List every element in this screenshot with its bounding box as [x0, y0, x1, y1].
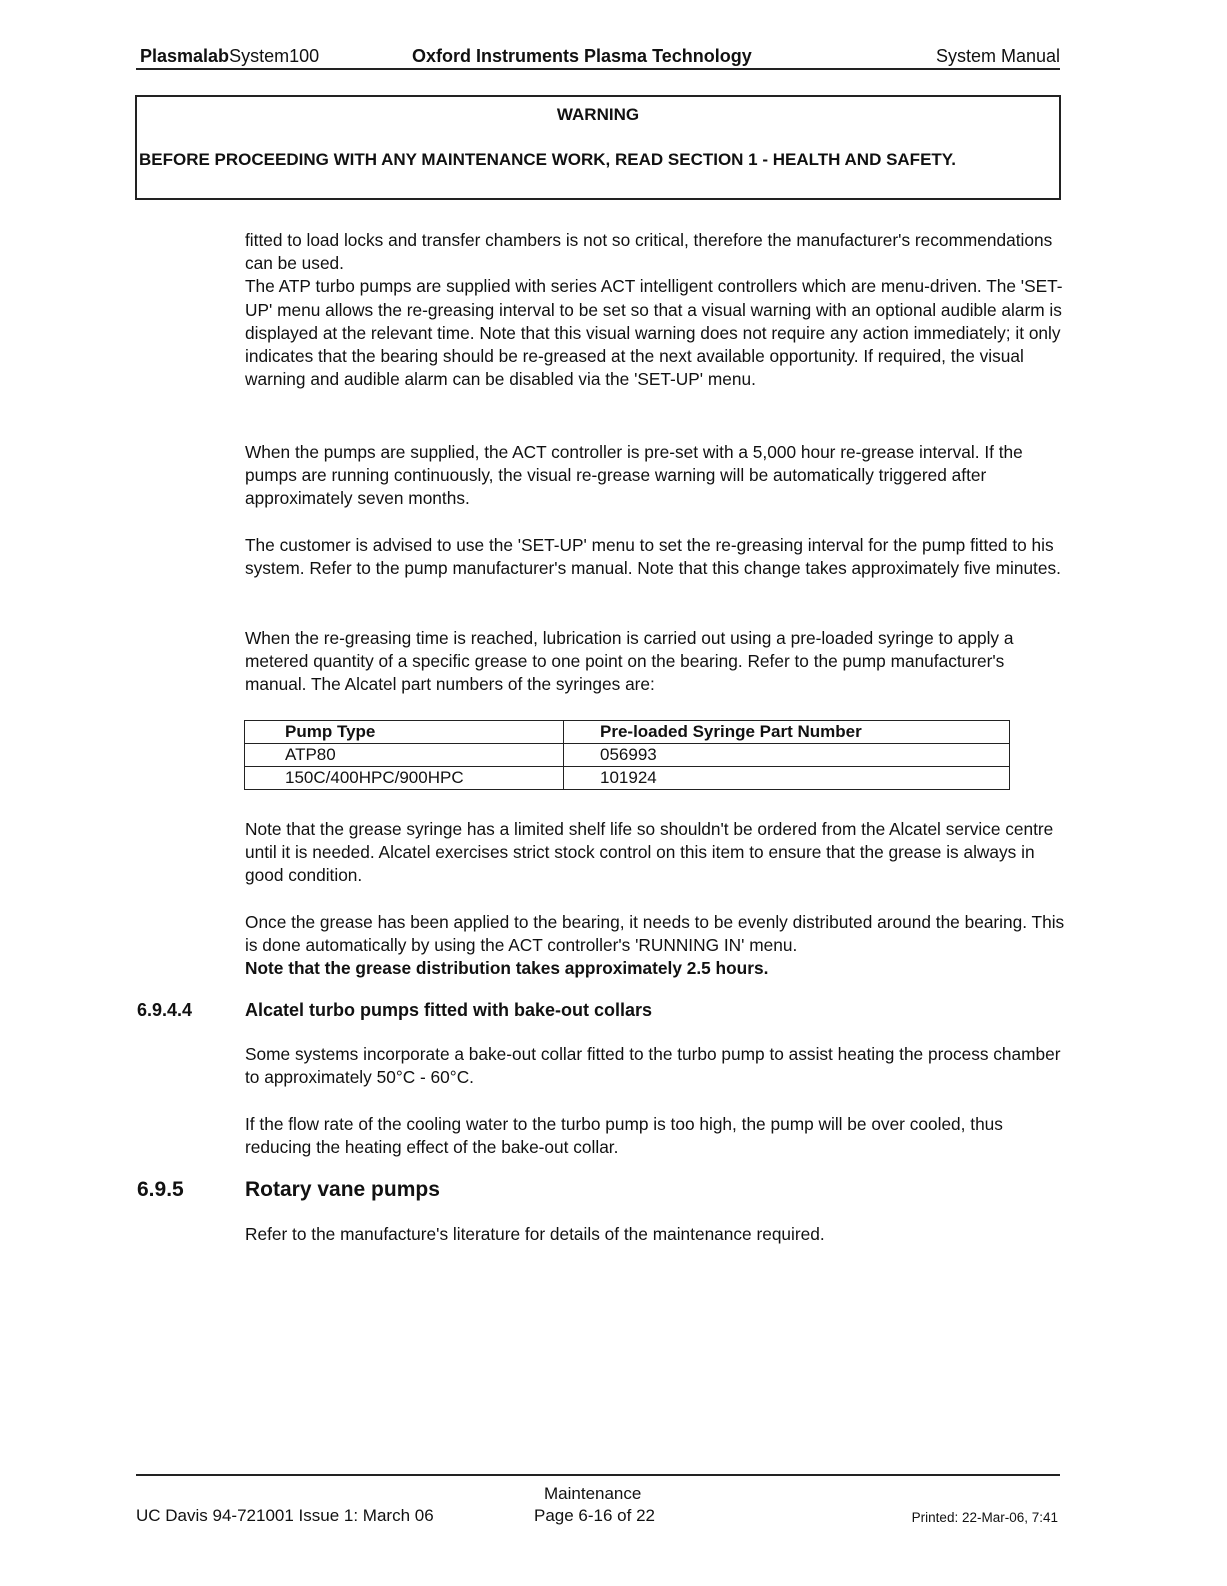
table-cell-pump-type: 150C/400HPC/900HPC — [245, 767, 564, 790]
paragraph-act-controllers: The ATP turbo pumps are supplied with series ACT intelligent controllers which are menu-driven. The 'SET-UP' menu allows the re-greasing interval to be set so that a visual warning with an optional audible alarm is displayed at the relevant time. Note that this visual warning does not require any action immediately; it only indicates that the bearing should be re-greased at the next available opportunity. If required, the visual warning and audible alarm can be disabled via the 'SET-UP' menu. — [245, 276, 1063, 390]
warning-title: WARNING — [556, 105, 640, 124]
section-title-695: Rotary vane pumps — [245, 1178, 440, 1201]
paragraph-distribution-block — [245, 911, 1065, 981]
section-title-6944: Alcatel turbo pumps fitted with bake-out collars — [245, 1000, 653, 1020]
paragraph-setup-block — [245, 534, 1065, 580]
table-row — [245, 744, 1010, 767]
table-cell-pump-type: ATP80 — [245, 744, 564, 767]
footer-chapter: Maintenance — [544, 1484, 642, 1503]
footer-page-number: Page 6-16 of 22 — [534, 1506, 655, 1525]
page-footer — [136, 1474, 1060, 1536]
paragraph-shelf-life-block — [245, 818, 1065, 888]
product-name-bold: Plasmalab — [140, 46, 230, 66]
paragraph-regreasing: When the re-greasing time is reached, lubrication is carried out using a pre-loaded syringe to apply a metered quantity of a specific grease to one point on the bearing. Refer to the pump manufacturer's manual. The Alcatel part numbers of the syringes are: — [245, 628, 1014, 695]
document-type: System Manual — [935, 46, 1060, 66]
paragraph-setup-menu: The customer is advised to use the 'SET-UP' menu to set the re-greasing interval for the pump fitted to his system. Refer to the pump manufacturer's manual. Note that this change takes approximately five minutes. — [245, 535, 1061, 579]
footer-printed-date: Printed: 22-Mar-06, 7:41 — [911, 1510, 1058, 1525]
product-name-rest: System100 — [229, 46, 320, 66]
intro-block — [245, 229, 1065, 391]
section-695-p1-block — [245, 1223, 1065, 1246]
section-6944-p1-block — [245, 1043, 1065, 1089]
paragraph-preset-block — [245, 441, 1025, 511]
table-row — [245, 767, 1010, 790]
paragraph-distribution — [245, 911, 1065, 981]
paragraph-distribution-text: Once the grease has been applied to the bearing, it needs to be evenly distributed around the bearing. This is done automatically by using the ACT controller's 'RUNNING IN' menu. — [245, 912, 1065, 956]
paragraph-load-locks: fitted to load locks and transfer chambers is not so critical, therefore the manufacturer's recommendations can be used. — [245, 230, 1053, 274]
table-header-row — [245, 721, 1010, 744]
syringe-part-table — [244, 720, 1010, 790]
product-name — [140, 46, 319, 67]
paragraph-preset-interval: When the pumps are supplied, the ACT controller is pre-set with a 5,000 hour re-grease interval. If the pumps are running continuously, the visual re-grease warning will be automatically triggered after approximately seven months. — [245, 442, 1023, 509]
table-cell-part-number: 101924 — [564, 767, 1010, 790]
section-6944-p2-block — [245, 1113, 1065, 1159]
paragraph-rotary-vane: Refer to the manufacture's literature for details of the maintenance required. — [245, 1224, 825, 1244]
footer-doc-ref: UC Davis 94-721001 Issue 1: March 06 — [136, 1506, 434, 1525]
paragraph-bake-out-collar: Some systems incorporate a bake-out collar fitted to the turbo pump to assist heating the process chamber to approximately 50°C - 60°C. — [245, 1044, 1061, 1088]
warning-box — [135, 95, 1061, 200]
table-header-pump-type: Pump Type — [245, 721, 564, 744]
company-name: Oxford Instruments Plasma Technology — [412, 46, 752, 66]
table-header-part-number: Pre-loaded Syringe Part Number — [564, 721, 1010, 744]
paragraph-regreasing-block — [245, 627, 1065, 697]
paragraph-cooling-water: If the flow rate of the cooling water to the turbo pump is too high, the pump will be over cooled, thus reducing the heating effect of the bake-out collar. — [245, 1114, 1003, 1158]
paragraph-shelf-life: Note that the grease syringe has a limited shelf life so shouldn't be ordered from the Alcatel service centre until it is needed. Alcatel exercises strict stock control on this item to ensure that the grease is always in good condition. — [245, 819, 1054, 886]
section-number-695: 6.9.5 — [137, 1178, 184, 1201]
warning-text: BEFORE PROCEEDING WITH ANY MAINTENANCE WORK, READ SECTION 1 - HEALTH AND SAFETY. — [139, 150, 956, 169]
section-number-6944: 6.9.4.4 — [137, 1000, 193, 1020]
table-cell-part-number: 056993 — [564, 744, 1010, 767]
paragraph-distribution-note: Note that the grease distribution takes approximately 2.5 hours. — [245, 958, 769, 979]
page-header — [136, 44, 1060, 70]
